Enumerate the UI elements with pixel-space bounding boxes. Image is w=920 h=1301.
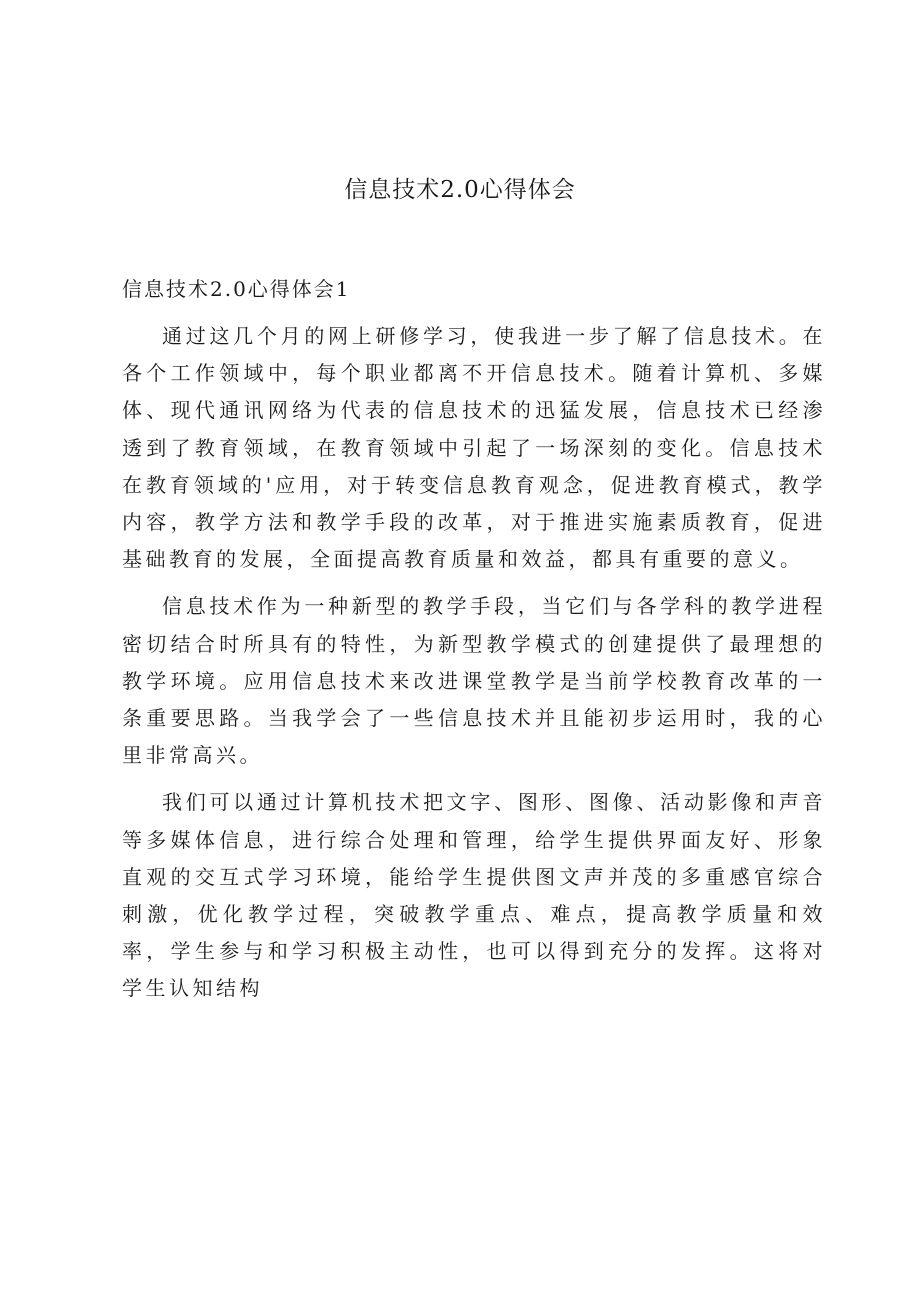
document-body [122,318,826,1018]
paragraph-1: 通过这几个月的网上研修学习，使我进一步了解了信息技术。在各个工作领域中，每个职业都离不开信息技术。随着计算机、多媒体、现代通讯网络为代表的信息技术的迅猛发展，信息技术已经渗透到了教育领域，在教育领域中引起了一场深刻的变化。信息技术在教育领域的'应用，对于转变信息教育观念，促进教育模式，教学内容，教学方法和教学手段的改革，对于推进实施素质教育，促进基础教育的发展，全面提高教育质量和效益，都具有重要的意义。 [122,324,826,572]
paragraph-2: 信息技术作为一种新型的教学手段，当它们与各学科的教学进程密切结合时所具有的特性，为新型教学模式的创建提供了最理想的教学环境。应用信息技术来改进课堂教学是当前学校教育改革的一条重要思路。当我学会了一些信息技术并且能初步运用时，我的心里非常高兴。 [122,594,826,768]
section-heading: 信息技术2.0心得体会1 [122,277,351,301]
paragraph-3: 我们可以通过计算机技术把文字、图形、图像、活动影像和声音等多媒体信息，进行综合处理和管理，给学生提供界面友好、形象直观的交互式学习环境，能给学生提供图文声并茂的多重感官综合刺激，优化教学过程，突破教学重点、难点，提高教学质量和效率，学生参与和学习积极主动性，也可以得到充分的发挥。这将对学生认知结构 [122,790,826,1001]
document-title: 信息技术2.0心得体会 [344,177,576,203]
